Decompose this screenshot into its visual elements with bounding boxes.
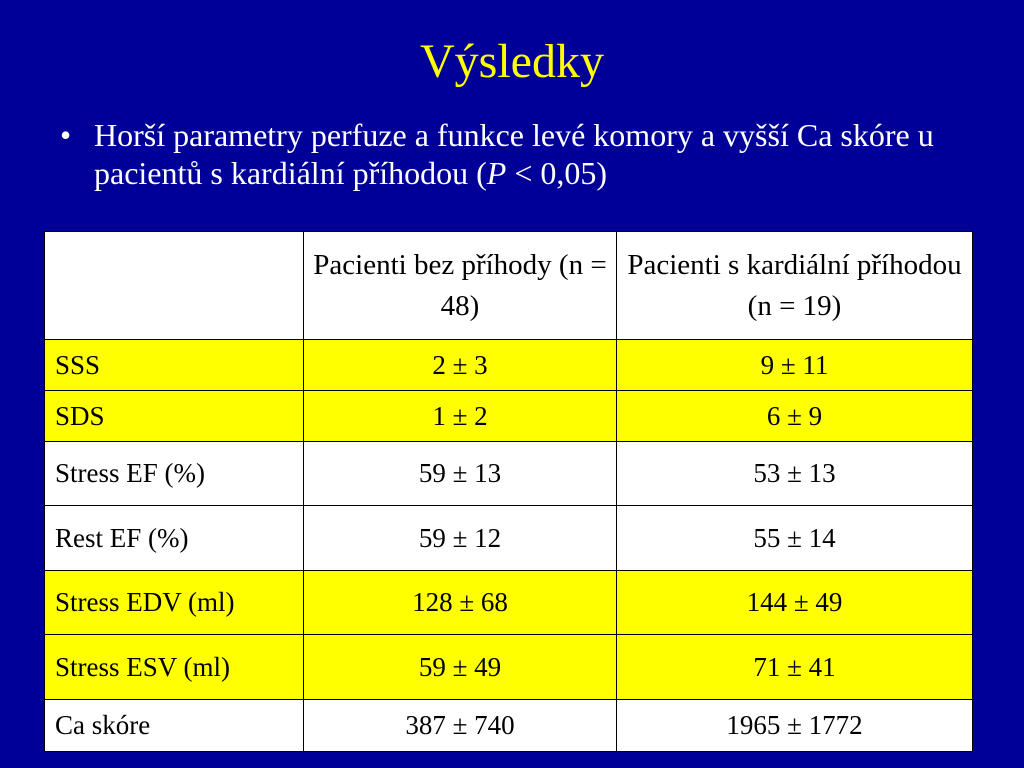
value-no-event: 387 ± 740 [304,700,617,752]
row-label: Stress EDV (ml) [45,571,304,635]
table-header-row [45,232,973,340]
p-value-symbol: P [486,155,507,191]
header-no-event: Pacienti bez příhody (n = 48) [304,232,617,340]
value-event: 1965 ± 1772 [617,700,973,752]
value-no-event: 59 ± 12 [304,506,617,571]
value-no-event: 59 ± 49 [304,635,617,700]
value-no-event: 2 ± 3 [304,340,617,391]
bullet-icon: • [60,117,72,153]
row-label: Ca skóre [45,700,304,752]
bullet-text-main: Horší parametry perfuze a funkce levé komory a vyšší Ca skóre u pacientů s kardiální příhodou ( [94,117,934,191]
value-event: 71 ± 41 [617,635,973,700]
table-row [45,700,973,752]
header-empty-cell [45,232,304,340]
value-no-event: 128 ± 68 [304,571,617,635]
results-table [44,231,973,752]
table-row [45,506,973,571]
table-row [45,571,973,635]
slide-title: Výsledky [420,35,604,88]
value-no-event: 1 ± 2 [304,391,617,442]
value-no-event: 59 ± 13 [304,442,617,506]
value-event: 9 ± 11 [617,340,973,391]
header-event: Pacienti s kardiální příhodou (n = 19) [617,232,973,340]
value-event: 6 ± 9 [617,391,973,442]
table-row [45,635,973,700]
table-row [45,340,973,391]
row-label: Rest EF (%) [45,506,304,571]
row-label: SDS [45,391,304,442]
bullet-point [60,116,980,192]
value-event: 144 ± 49 [617,571,973,635]
row-label: Stress ESV (ml) [45,635,304,700]
value-event: 55 ± 14 [617,506,973,571]
row-label: Stress EF (%) [45,442,304,506]
row-label: SSS [45,340,304,391]
value-event: 53 ± 13 [617,442,973,506]
bullet-text-end: < 0,05) [506,155,608,191]
table-row [45,391,973,442]
bullet-text [94,116,980,192]
table-row [45,442,973,506]
